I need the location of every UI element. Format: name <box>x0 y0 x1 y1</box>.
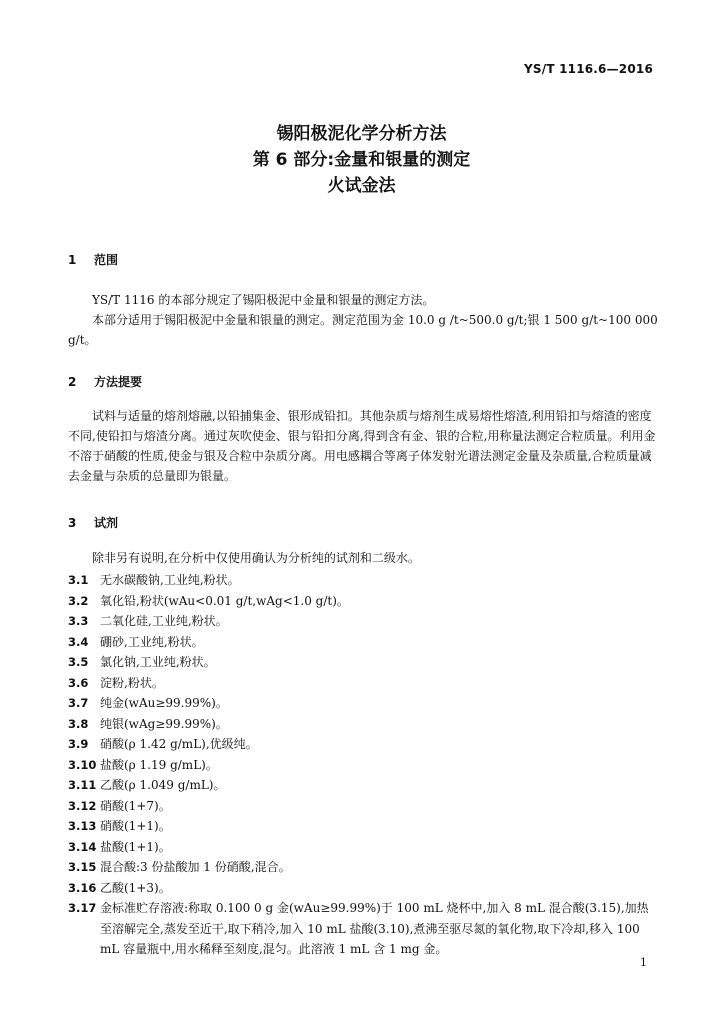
item-text: 金标准贮存溶液:称取 0.100 0 g 金(wAu≥99.99%)于 100 mL 烧杯中,加入 8 mL 混合酸(3.15),加热至溶解完全,蒸发至近干,取下稍冷,加入 10 mL 盐酸(3.10),煮沸至驱尽氮的氧化物,取下冷却,移入 100 mL 容量瓶中,用水稀释至刻度,混匀。此溶液 1 mL 含 1 mg 金。 <box>100 901 649 956</box>
item-text: 无水碳酸钠,工业纯,粉状。 <box>100 573 240 587</box>
section-number: 2 <box>68 375 77 389</box>
section-title: 试剂 <box>94 516 119 530</box>
item-number: 3.4 <box>68 634 89 649</box>
section-number: 1 <box>68 253 77 267</box>
item-text: 硝酸(1+7)。 <box>100 798 171 813</box>
list-item <box>68 632 660 653</box>
item-number: 3.8 <box>68 716 89 731</box>
item-number: 3.17 <box>68 901 97 915</box>
list-item <box>68 898 660 960</box>
item-number: 3.3 <box>68 614 89 628</box>
item-text: 盐酸(ρ 1.19 g/mL)。 <box>100 757 218 772</box>
standard-code: YS/T 1116.6—2016 <box>524 62 653 76</box>
item-number: 3.10 <box>68 757 97 772</box>
list-item <box>68 570 660 591</box>
document-title <box>0 121 723 199</box>
list-item <box>68 591 660 612</box>
list-item <box>68 796 660 817</box>
section-2-heading <box>68 373 142 390</box>
item-number: 3.11 <box>68 778 97 792</box>
item-text: 乙酸(ρ 1.049 g/mL)。 <box>100 778 226 792</box>
item-number: 3.1 <box>68 573 89 587</box>
item-number: 3.12 <box>68 798 97 813</box>
list-item <box>68 775 660 796</box>
section-2-paragraph: 试料与适量的熔剂熔融,以铅捕集金、银形成铅扣。其他杂质与熔剂生成易熔性熔渣,利用铅扣与熔渣的密度不同,使铅扣与熔渣分离。通过灰吹使金、银与铅扣分离,得到含有金、银的合粒,用称量法测定合粒质量。利用金不溶于硝酸的性质,使金与银及合粒中杂质分离。用电感耦合等离子体发射光谱法测定金量及杂质量,合粒质量减去金量与杂质的总量即为银量。 <box>68 409 656 483</box>
item-text: 淀粉,粉状。 <box>100 675 164 690</box>
item-number: 3.2 <box>68 593 89 608</box>
title-line-1: 锡阳极泥化学分析方法 <box>276 124 447 144</box>
page-number: 1 <box>640 956 647 969</box>
title-line-2: 第 6 部分:金量和银量的测定 <box>252 150 471 170</box>
reagent-list <box>68 570 660 960</box>
item-number: 3.13 <box>68 819 97 833</box>
section-3-heading <box>68 514 118 531</box>
section-1-paragraph-1: YS/T 1116 的本部分规定了锡阳极泥中金量和银量的测定方法。 <box>92 293 435 307</box>
item-text: 混合酸:3 份盐酸加 1 份硝酸,混合。 <box>100 860 291 874</box>
section-1-heading <box>68 251 118 268</box>
item-text: 氧化铅,粉状(wAu<0.01 g/t,wAg<1.0 g/t)。 <box>100 593 349 608</box>
item-number: 3.6 <box>68 675 89 690</box>
section-3-intro: 除非另有说明,在分析中仅使用确认为分析纯的试剂和二级水。 <box>92 551 420 565</box>
list-item <box>68 693 660 714</box>
item-text: 硼砂,工业纯,粉状。 <box>100 634 204 649</box>
item-text: 纯金(wAu≥99.99%)。 <box>100 696 228 710</box>
item-text: 二氧化硅,工业纯,粉状。 <box>100 614 228 628</box>
item-text: 氯化钠,工业纯,粉状。 <box>100 655 216 669</box>
section-title: 方法提要 <box>94 375 143 389</box>
item-number: 3.5 <box>68 655 89 669</box>
list-item <box>68 878 660 899</box>
item-text: 乙酸(1+3)。 <box>100 880 171 895</box>
item-text: 纯银(wAg≥99.99%)。 <box>100 716 228 731</box>
item-number: 3.16 <box>68 880 97 895</box>
list-item <box>68 652 660 673</box>
list-item <box>68 673 660 694</box>
list-item <box>68 734 660 755</box>
list-item <box>68 816 660 837</box>
item-number: 3.14 <box>68 839 97 854</box>
section-number: 3 <box>68 516 77 530</box>
list-item <box>68 755 660 776</box>
item-number: 3.9 <box>68 737 89 751</box>
section-title: 范围 <box>94 253 119 267</box>
item-text: 硝酸(ρ 1.42 g/mL),优级纯。 <box>100 737 258 751</box>
list-item <box>68 714 660 735</box>
list-item <box>68 611 660 632</box>
item-number: 3.7 <box>68 696 89 710</box>
item-number: 3.15 <box>68 860 97 874</box>
list-item <box>68 837 660 858</box>
list-item <box>68 857 660 878</box>
item-text: 硝酸(1+1)。 <box>100 819 171 833</box>
item-text: 盐酸(1+1)。 <box>100 839 171 854</box>
title-line-3: 火试金法 <box>327 176 396 196</box>
section-1-paragraph-2: 本部分适用于锡阳极泥中金量和银量的测定。测定范围为金 10.0 g /t~500.0 g/t;银 1 500 g/t~100 000 g/t。 <box>68 313 658 347</box>
